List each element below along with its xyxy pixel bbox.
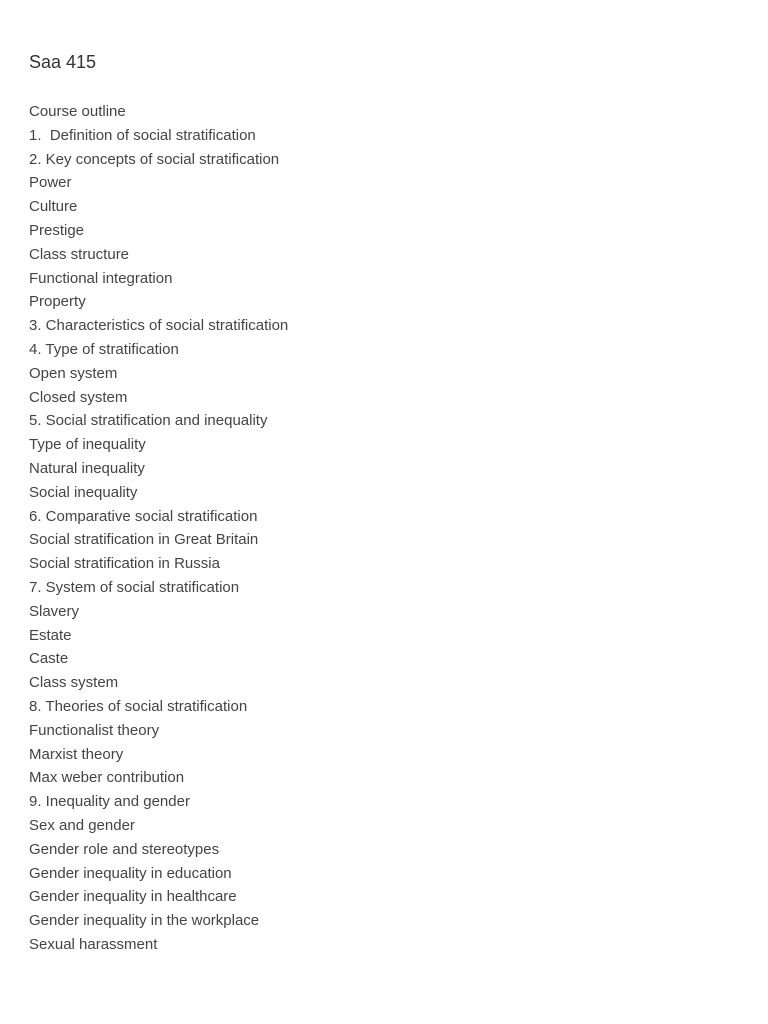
note-line: Social stratification in Great Britain (29, 531, 259, 549)
note-title: Saa 415 (29, 52, 97, 72)
note-line: Marxist theory (29, 745, 124, 763)
note-line: Gender inequality in education (29, 864, 232, 882)
note-line: Prestige (29, 221, 85, 239)
note-line: 1. Definition of social stratification (29, 126, 256, 144)
note-line: Class structure (29, 245, 130, 263)
note-line: Social inequality (29, 483, 138, 501)
note-line: 6. Comparative social stratification (29, 507, 258, 525)
note-line: Natural inequality (29, 459, 145, 477)
note-line: Gender role and stereotypes (29, 840, 220, 858)
note-line: Sexual harassment (29, 935, 158, 953)
note-line: Type of inequality (29, 436, 146, 454)
note-line: Power (29, 174, 72, 192)
note-line: Culture (29, 198, 78, 216)
note-line: Closed system (29, 388, 128, 406)
note-line: Functionalist theory (29, 721, 160, 739)
note-line: Class system (29, 674, 119, 692)
note-line: 9. Inequality and gender (29, 793, 190, 811)
note-line: 5. Social stratification and inequality (29, 412, 268, 430)
note-line: Social stratification in Russia (29, 555, 220, 573)
note-line: Estate (29, 626, 72, 644)
note-line: Gender inequality in healthcare (29, 888, 237, 906)
note-body[interactable] (29, 0, 729, 957)
note-line: Functional integration (29, 269, 173, 287)
note-line: Sex and gender (29, 816, 135, 834)
note-line: Open system (29, 364, 118, 382)
note-lines (29, 74, 729, 957)
note-line: 4. Type of stratification (29, 340, 179, 358)
note-line: 8. Theories of social stratification (29, 697, 248, 715)
note-line: Max weber contribution (29, 769, 185, 787)
note-line: Course outline (29, 103, 126, 120)
note-line: 7. System of social stratification (29, 578, 240, 596)
note-line: 2. Key concepts of social stratification (29, 150, 280, 168)
note-line: Gender inequality in the workplace (29, 912, 260, 930)
note-line: Property (29, 293, 86, 311)
note-line: Slavery (29, 602, 80, 620)
note-line: Caste (29, 650, 69, 668)
note-line: 3. Characteristics of social stratification (29, 317, 289, 335)
